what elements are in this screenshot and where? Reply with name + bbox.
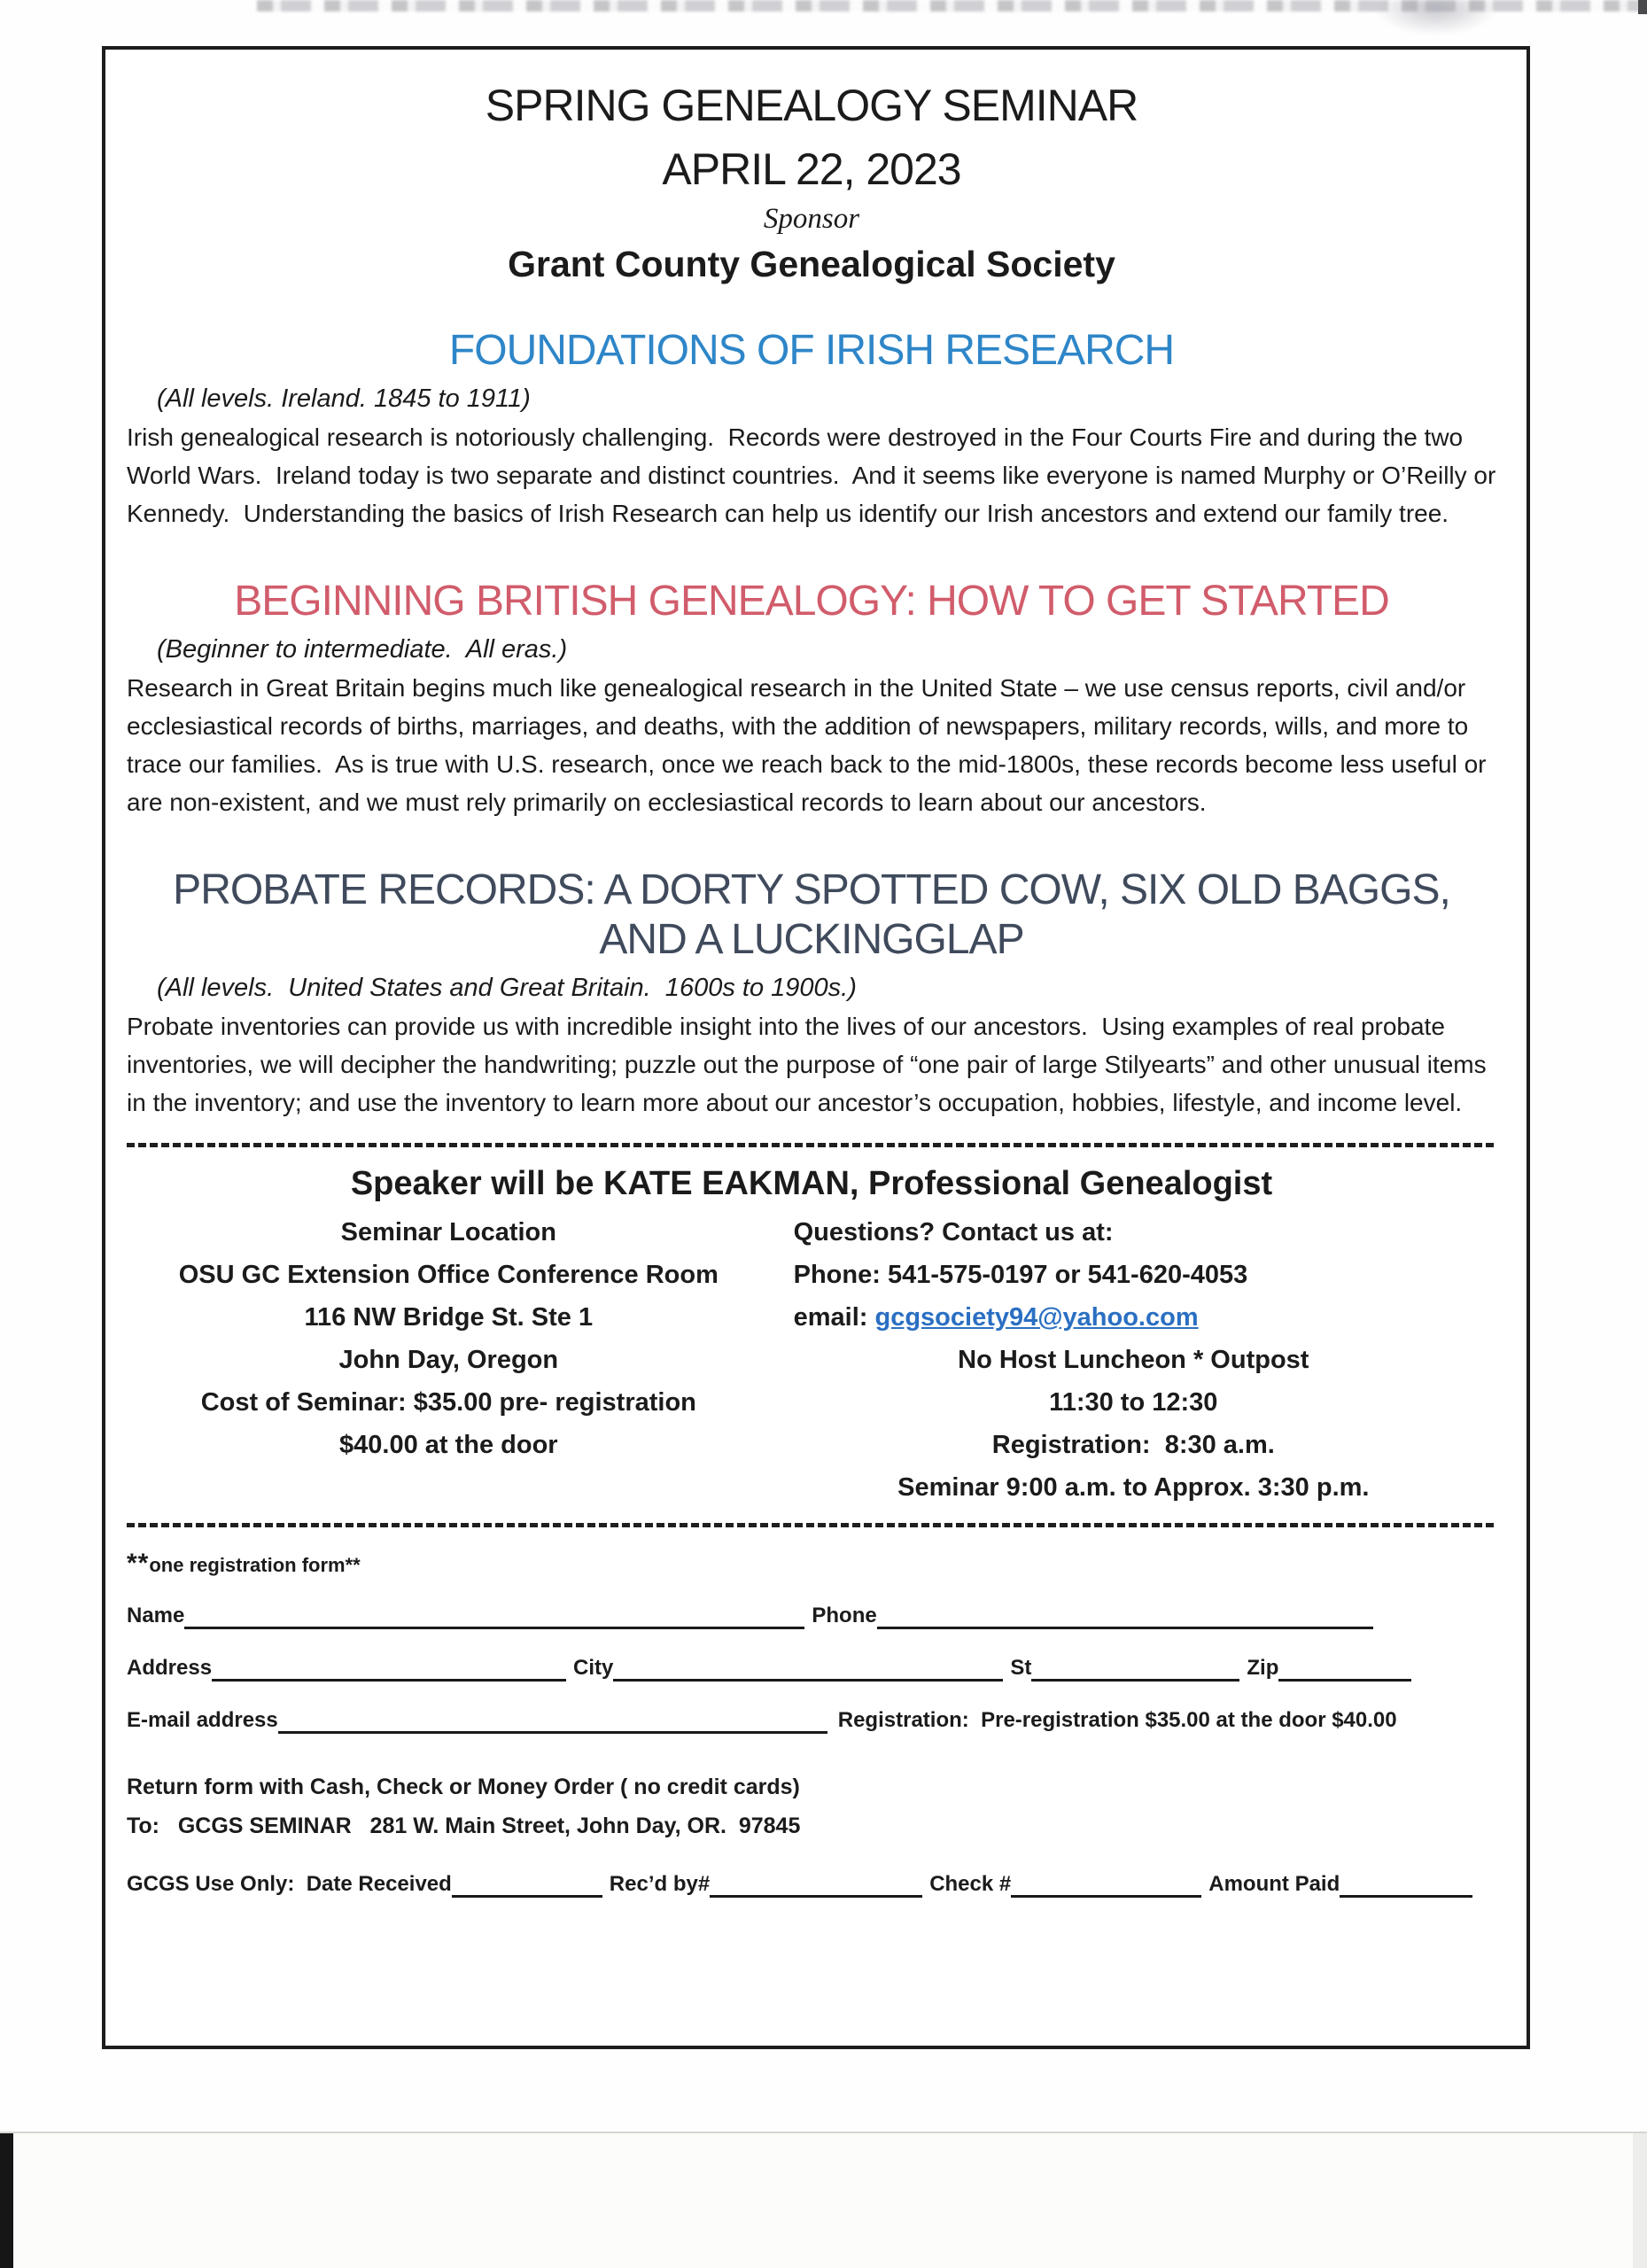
city-blank-line	[613, 1654, 1003, 1682]
session-title-line2: AND A LUCKINGGLAP	[599, 916, 1024, 963]
scan-artifact-corner-mark	[1638, 0, 1647, 14]
st-label: St	[1010, 1656, 1032, 1680]
location-heading: Seminar Location	[340, 1218, 556, 1247]
city-label: City	[573, 1656, 614, 1680]
scan-artifact-left-bar	[0, 2133, 13, 2268]
session-description: Probate inventories can provide us with incredible insight into the lives of our ancestors. Using examples of real probate inventories, we will decipher the handwriting; puzzle out the purpose of “one pair of large Stilyearts” and other unusual items in the inventory; and use the inventory to learn more about our ancestor’s occupation, hobbies, lifestyle, and income level.	[127, 1013, 1494, 1116]
scan-artifact-right-edge	[1633, 2133, 1647, 2268]
note-text: one registration form	[149, 1554, 346, 1576]
luncheon-time: 11:30 to 12:30	[1049, 1388, 1218, 1417]
session-title	[127, 326, 1496, 376]
speaker-line: Speaker will be KATE EAKMAN, Professional Genealogist	[350, 1165, 1273, 1202]
dashed-divider-bottom	[127, 1523, 1496, 1527]
session-title-line1: BEGINNING BRITISH GENEALOGY: HOW TO GET STARTED	[234, 578, 1389, 625]
amount-paid-label: Amount Paid	[1208, 1872, 1340, 1896]
session-level: (All levels. United States and Great Britain. 1600s to 1900s.)	[157, 974, 857, 1002]
location-street: 116 NW Bridge St. Ste 1	[304, 1303, 594, 1332]
email-blank-line	[278, 1706, 827, 1734]
session-level: (Beginner to intermediate. All eras.)	[157, 635, 568, 664]
location-venue: OSU GC Extension Office Conference Room	[178, 1261, 719, 1289]
location-city: John Day, Oregon	[338, 1346, 559, 1374]
return-line-2: To: GCGS SEMINAR 281 W. Main Street, John Day, OR. 97845	[127, 1814, 801, 1838]
info-columns	[127, 1211, 1496, 1509]
form-row-email	[127, 1706, 1496, 1734]
cost-line-1: Cost of Seminar: $35.00 pre- registration	[200, 1388, 696, 1417]
contact-phone: Phone: 541-575-0197 or 541-620-4053	[793, 1261, 1248, 1289]
session-irish-research	[127, 326, 1503, 532]
one-registration-form-note	[127, 1549, 1496, 1579]
session-description: Research in Great Britain begins much like genealogical research in the United State – we use census reports, civil and/or ecclesiastical records of births, marriages, and deaths, with the addition of newspapers, military records, wills, and more to trace our families. As is true with U.S. research, once we reach back to the mid-1800s, these records become less useful or are non-existent, and we must rely primarily on ecclesiastical records to learn about our ancestors.	[127, 674, 1494, 816]
phone-label: Phone	[812, 1604, 877, 1627]
zip-label: Zip	[1247, 1656, 1279, 1680]
sponsor-name: Grant County Genealogical Society	[508, 244, 1115, 284]
email-label: email:	[793, 1303, 875, 1332]
seminar-title: SPRING GENEALOGY SEMINAR	[485, 81, 1138, 130]
form-row-name-phone	[127, 1602, 1496, 1629]
session-probate-records	[127, 866, 1496, 1122]
office-use-label: GCGS Use Only: Date Received	[127, 1872, 452, 1896]
return-instructions	[127, 1767, 1496, 1845]
session-description: Irish genealogical research is notoriously challenging. Records were destroyed in the Four Courts Fire and during the two World Wars. Ireland today is two separate and distinct countries. And it seems like everyone is named Murphy or O’Reilly or Kennedy. Understanding the basics of Irish Research can help us identify our Irish ancestors and extend our family tree.	[127, 423, 1503, 527]
session-british-genealogy	[127, 577, 1496, 821]
session-title	[127, 577, 1496, 626]
seminar-date: APRIL 22, 2023	[662, 144, 961, 194]
scan-artifact-smudge	[1375, 0, 1497, 35]
return-line-1: Return form with Cash, Check or Money Order ( no credit cards)	[127, 1775, 800, 1799]
registration-time: Registration: 8:30 a.m.	[991, 1431, 1275, 1459]
check-number-label: Check #	[929, 1872, 1012, 1896]
contact-heading: Questions? Contact us at:	[793, 1218, 1114, 1247]
session-title	[127, 866, 1496, 965]
sponsor-label: Sponsor	[763, 203, 860, 235]
session-title-line1: FOUNDATIONS OF IRISH RESEARCH	[448, 327, 1175, 374]
name-label: Name	[127, 1604, 185, 1627]
recd-by-label: Rec’d by#	[609, 1872, 711, 1896]
seminar-hours: Seminar 9:00 a.m. to Approx. 3:30 p.m.	[897, 1473, 1370, 1502]
registration-fee-note: Registration: Pre-registration $35.00 at the door $40.00	[837, 1708, 1397, 1732]
recd-by-blank-line	[710, 1870, 922, 1898]
session-level: (All levels. Ireland. 1845 to 1911)	[157, 384, 531, 413]
note-stars-close: **	[345, 1554, 361, 1576]
amount-paid-blank-line	[1340, 1870, 1472, 1898]
email-link[interactable]: gcgsociety94@yahoo.com	[874, 1303, 1199, 1332]
contact-email-row	[771, 1296, 1496, 1339]
email-address-label: E-mail address	[127, 1708, 278, 1732]
date-received-blank-line	[452, 1870, 602, 1898]
address-blank-line	[212, 1654, 566, 1682]
check-number-blank-line	[1011, 1870, 1201, 1898]
cost-line-2: $40.00 at the door	[339, 1431, 558, 1459]
dashed-divider-top	[127, 1143, 1496, 1147]
name-blank-line	[184, 1602, 804, 1629]
luncheon-line: No Host Luncheon * Outpost	[958, 1346, 1309, 1374]
session-title-line1: PROBATE RECORDS: A DORTY SPOTTED COW, SIX OLD BAGGS,	[173, 866, 1450, 913]
address-label: Address	[127, 1656, 213, 1680]
st-blank-line	[1031, 1654, 1239, 1682]
phone-blank-line	[877, 1602, 1373, 1629]
zip-blank-line	[1278, 1654, 1411, 1682]
office-use-row	[127, 1870, 1496, 1898]
contact-column	[771, 1211, 1496, 1509]
note-stars-open: **	[127, 1549, 150, 1578]
seminar-location-column	[127, 1211, 771, 1509]
scan-bottom-margin	[0, 2133, 1647, 2268]
flyer-border-box	[102, 46, 1530, 2049]
form-row-address	[127, 1654, 1496, 1682]
